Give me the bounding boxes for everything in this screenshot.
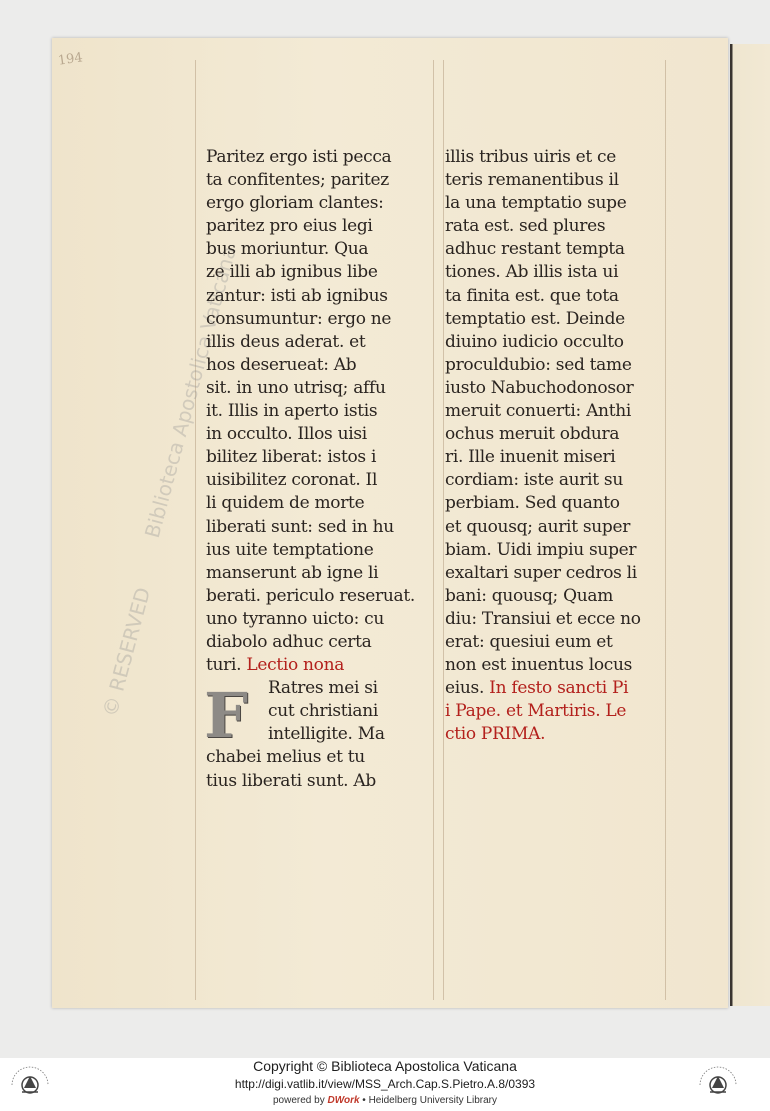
- folio-number: 194: [57, 50, 84, 69]
- text-line: ta confitentes; paritez: [206, 170, 389, 191]
- text-column-right: [445, 146, 665, 746]
- text-line: hos deserueat: Ab: [206, 354, 357, 375]
- ruling-line: [665, 60, 666, 1000]
- text-line: ze illi ab ignibus libe: [206, 262, 378, 283]
- text-line: la una temptatio supe: [445, 193, 627, 214]
- text-line: meruit conuerti: Anthi: [445, 401, 632, 422]
- text-line: diuino iudicio occulto: [445, 331, 624, 352]
- powered-by: powered by DWork • Heidelberg University Library: [273, 1095, 497, 1106]
- rubric-line: ctio PRIMA.: [445, 724, 546, 745]
- text-line: ta finita est. que tota: [445, 285, 619, 306]
- text-line: manserunt ab igne li: [206, 562, 379, 583]
- rubric-line: i Pape. et Martiris. Le: [445, 701, 627, 722]
- text-line: non est inuentus locus: [445, 655, 633, 676]
- text-line: intelligite. Ma: [268, 724, 385, 745]
- text-line: cut christiani: [268, 701, 379, 722]
- text-line: ius uite temptatione: [206, 539, 374, 560]
- text-line: diu: Transiui et ecce no: [445, 608, 641, 629]
- text-line: teris remanentibus il: [445, 170, 619, 191]
- text-line: in occulto. Illos uisi: [206, 424, 367, 445]
- text-line: exaltari super cedros li: [445, 562, 637, 583]
- text-line: ri. Ille inuenit miseri: [445, 447, 616, 468]
- text-line: Ratres mei si: [268, 678, 378, 699]
- watermark-reserved: © RESERVED: [97, 584, 156, 720]
- rubric: In festo sancti Pi: [484, 678, 629, 699]
- vatican-seal-icon: [694, 1062, 742, 1108]
- text-line: Paritez ergo isti pecca: [206, 147, 392, 167]
- text-line: et quousq; aurit super: [445, 516, 631, 537]
- copyright-text: Copyright © Biblioteca Apostolica Vaticana: [253, 1058, 517, 1074]
- text-line: bani: quousq; Quam: [445, 585, 614, 606]
- text-line: biam. Uidi impiu super: [445, 539, 637, 560]
- text-line: illis deus aderat. et: [206, 331, 366, 352]
- ruling-line: [433, 60, 434, 1000]
- text-line: uisibilitez coronat. Il: [206, 470, 378, 491]
- text-line: bilitez liberat: istos i: [206, 447, 377, 468]
- text-line: ergo gloriam clantes:: [206, 193, 384, 214]
- text-line: cordiam: iste aurit su: [445, 470, 624, 491]
- ruling-line: [195, 60, 196, 1000]
- text-line: tiones. Ab illis ista ui: [445, 262, 619, 283]
- text-line: chabei melius et tu: [206, 747, 365, 768]
- source-url[interactable]: http://digi.vatlib.it/view/MSS_Arch.Cap.S.Pietro.A.8/0393: [234, 1077, 536, 1091]
- text-line: tius liberati sunt. Ab: [206, 770, 376, 791]
- text-line: proculdubio: sed tame: [445, 354, 632, 375]
- illuminated-initial: F: [203, 679, 249, 752]
- text-line: turi. Lectio nona: [206, 655, 345, 676]
- ruling-line: [443, 60, 444, 1000]
- text-line: sit. in uno utrisq; affu: [206, 377, 386, 398]
- text-line: diabolo adhuc certa: [206, 631, 372, 652]
- copyright-footer: [0, 1058, 770, 1111]
- text-line: paritez pro eius legi: [206, 216, 373, 237]
- text-line: berati. periculo reseruat.: [206, 585, 415, 606]
- text-line: eius. In festo sancti Pi: [445, 678, 629, 699]
- text-line: it. Illis in aperto istis: [206, 401, 378, 422]
- text-line: adhuc restant tempta: [445, 239, 625, 260]
- text-line: illis tribus uiris et ce: [445, 147, 616, 167]
- text-line: perbiam. Sed quanto: [445, 493, 620, 514]
- text-line: temptatio est. Deinde: [445, 308, 625, 329]
- text-line: liberati sunt: sed in hu: [206, 516, 394, 537]
- next-folio-edge: [730, 44, 770, 1006]
- text-line: ochus meruit obdura: [445, 424, 620, 445]
- text-line: zantur: isti ab ignibus: [206, 285, 388, 306]
- dwork-link[interactable]: DWork: [327, 1095, 360, 1106]
- rubric: Lectio nona: [241, 655, 345, 676]
- text-line: bus moriuntur. Qua: [206, 239, 369, 260]
- text-line: erat: quesiui eum et: [445, 631, 613, 652]
- text-line: iusto Nabuchodonosor: [445, 377, 634, 398]
- text-line: consumuntur: ergo ne: [206, 308, 392, 329]
- text-line: li quidem de morte: [206, 493, 365, 514]
- text-line: uno tyranno uicto: cu: [206, 608, 385, 629]
- text-line: rata est. sed plures: [445, 216, 606, 237]
- watermark-text: Biblioteca Apostolica Vaticana: [139, 243, 241, 541]
